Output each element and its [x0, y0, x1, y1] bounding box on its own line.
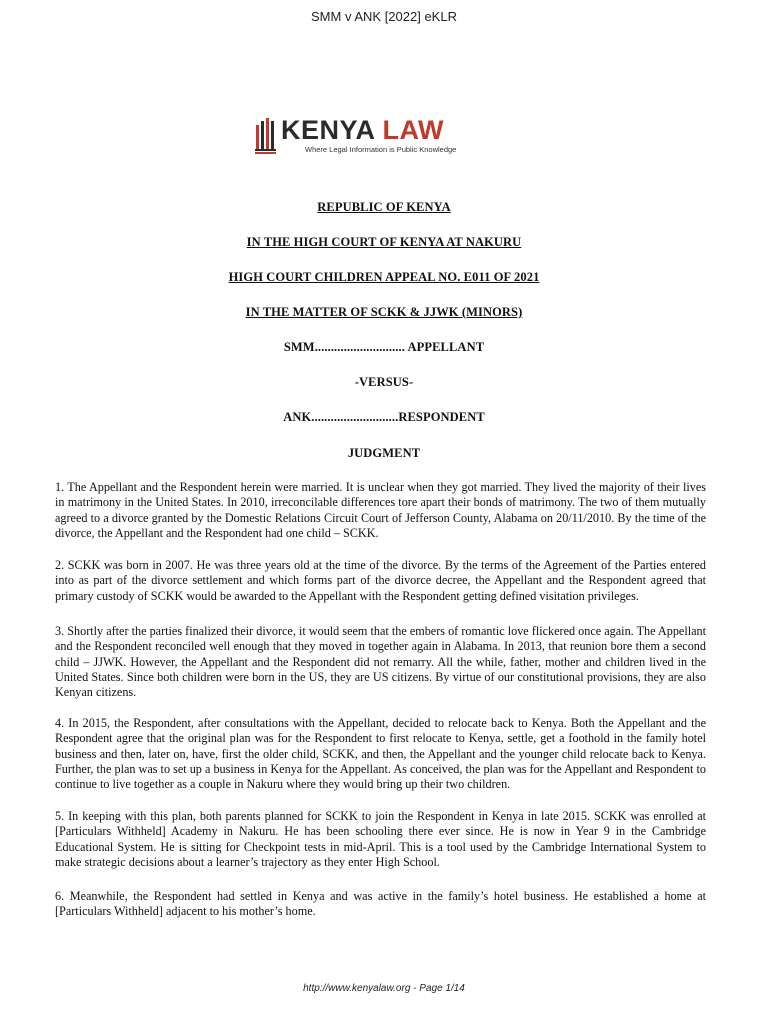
judgment-heading: JUDGMENT — [347, 446, 421, 460]
paragraph-1: 1. The Appellant and the Respondent herein were married. It is unclear when they got married. They lived the majority of their lives in matrimony in the United States. In 2010, irreconcilable differences tore apart their bonds of matrimony. The two of them mutually agreed to a divorce granted by the Domestic Relations Circuit Court of Jefferson County, Alabama on 20/11/2010. By the time of the divorce, the Appellant and the Respondent had one child – SCKK. — [55, 480, 706, 540]
logo-tagline: Where Legal Information is Public Knowledge — [305, 145, 457, 154]
paragraph-4: 4. In 2015, the Respondent, after consultations with the Appellant, decided to relocate back to Kenya. Both the Appellant and the Respondent agree that the original plan was for the Respondent to first relocate to Kenya, settle, get a foothold in the family hotel business and then, later on, have, first the older child, SCKK, and then, the Appellant and the younger child relocate back to Kenya. Further, the plan was to set up a business in Kenya for the Appellant. As conceived, the plan was for the Appellant and Respondent to continue to live together as a couple in Nakuru where they would bring up their two children. — [55, 716, 706, 792]
logo-name-part1: KENYA — [281, 115, 376, 145]
appellant-line: SMM............................ APPELLANT — [283, 340, 485, 354]
logo-name-part2: LAW — [382, 115, 445, 145]
running-header: SMM v ANK [2022] eKLR — [311, 9, 457, 24]
page-footer[interactable]: http://www.kenyalaw.org - Page 1/14 — [303, 983, 465, 994]
logo-wordmark — [281, 115, 444, 145]
paragraph-3: 3. Shortly after the parties finalized their divorce, it would seem that the embers of romantic love flickered once again. The Appellant and the Respondent reconciled well enough that they moved in together again in Alabama. In 2013, that reunion bore them a second child – JJWK. However, the Appellant and the Respondent did not remarry. All the while, father, mother and children lived in the United States. Since both children were born in the US, they are US citizens. By virtue of our constitutional provisions, they are also Kenyan citizens. — [55, 624, 706, 700]
case-number-heading: HIGH COURT CHILDREN APPEAL NO. E011 OF 2021 — [228, 270, 540, 284]
paragraph-2: 2. SCKK was born in 2007. He was three years old at the time of the divorce. By the terms of the Agreement of the Parties entered into as part of the divorce settlement and which forms part of the divorce decree, the Appellant and the Respondent agreed that primary custody of SCKK would be awarded to the Appellant with the Respondent getting defined visitation privileges. — [55, 558, 706, 603]
court-heading: IN THE HIGH COURT OF KENYA AT NAKURU — [246, 235, 522, 249]
versus-line: -VERSUS- — [354, 375, 414, 389]
republic-heading: REPUBLIC OF KENYA — [317, 200, 451, 214]
kenya-law-logo — [255, 115, 465, 160]
matter-heading: IN THE MATTER OF SCKK & JJWK (MINORS) — [245, 305, 523, 319]
paragraph-6: 6. Meanwhile, the Respondent had settled in Kenya and was active in the family’s hotel business. He established a home at [Particulars Withheld] adjacent to his mother’s home. — [55, 889, 706, 919]
respondent-line: ANK...........................RESPONDENT — [283, 410, 485, 424]
paragraph-5: 5. In keeping with this plan, both parents planned for SCKK to join the Respondent in Kenya in late 2015. SCKK was enrolled at [Particulars Withheld] Academy in Nakuru. He has been schooling there ever since. He is now in Year 9 in the Cambridge Educational System. He is sitting for Checkpoint tests in mid-April. This is a tool used by the Cambridge International System to make strategic decisions about a learner’s trajectory as they enter High School. — [55, 809, 706, 869]
kenya-law-pillars-icon — [255, 117, 279, 155]
